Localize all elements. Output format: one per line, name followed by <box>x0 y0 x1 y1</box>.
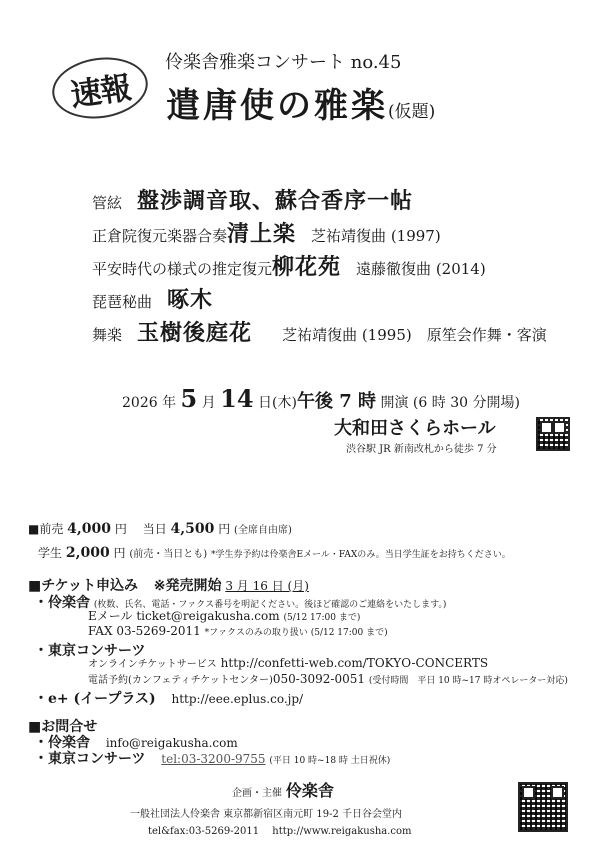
online-row <box>88 655 488 670</box>
email-row <box>88 607 360 624</box>
start-label: 開演 <box>380 395 409 411</box>
price-row <box>28 520 292 537</box>
program-note: 芝祐靖復曲 (1997) <box>311 227 441 245</box>
fax-label: FAX <box>88 624 113 638</box>
inquiry-tel-link[interactable]: tel:03-3200-9755 <box>161 752 266 766</box>
phone-label: 電話予約(カンフェティチケットセンター) <box>88 675 273 686</box>
phone-number[interactable]: 050-3092-0051 <box>272 672 365 686</box>
inquiry-hours: (平日 10 時~18 時 土日祝休) <box>269 756 391 766</box>
concert-series: 伶楽舎雅楽コンサート no.45 <box>165 52 402 73</box>
tokyo-concerts-label: ・東京コンサーツ <box>34 643 146 659</box>
fax-note: *ファクスのみの取り扱い (5/12 17:00 まで) <box>204 628 388 638</box>
program-piece: 玉樹後庭花 <box>137 320 253 346</box>
inquiry-heading: ■お問合せ <box>28 719 98 735</box>
advance-label: ■前売 <box>28 522 64 536</box>
eplus-link[interactable]: http://eee.eplus.co.jp/ <box>171 692 304 706</box>
inquiry-reigakusha-label: ・伶楽舎 <box>34 735 90 751</box>
reigakusha-label: ・伶楽舎 <box>34 595 90 611</box>
organizer-address: 一般社団法人伶楽舎 東京都新宿区南元町 19-2 千日谷会堂内 <box>130 809 403 820</box>
footer-telfax: tel&fax:03-5269-2011 <box>148 826 260 837</box>
venue-qr-code[interactable] <box>536 417 570 451</box>
online-label: オンラインチケットサービス <box>88 659 217 670</box>
program-prefix: 正倉院復元楽器合奏 <box>92 227 228 245</box>
date-month: 5 <box>180 384 198 413</box>
title-text: 遣唐使の雅楽 <box>166 86 388 126</box>
program-prefix: 琵琶秘曲 <box>92 293 153 311</box>
date-month-unit: 月 <box>201 395 216 411</box>
program-item <box>92 250 486 281</box>
inquiry-email-link[interactable]: info@reigakusha.com <box>105 736 238 750</box>
student-note: (前売・当日とも) <box>129 549 208 560</box>
eplus-label: ・e+ (イープラス) <box>34 691 156 707</box>
venue-name: 大和田さくらホール <box>334 418 496 439</box>
fax-row <box>88 624 388 638</box>
program-item <box>92 184 413 215</box>
organizer-label: 企画・主催 <box>232 788 282 799</box>
door-price: 4,500 <box>170 521 215 537</box>
ticket-fax-number[interactable]: 03-5269-2011 <box>116 624 201 638</box>
footer-contact <box>148 822 412 837</box>
inquiry-tokyo-label: ・東京コンサーツ <box>34 751 146 767</box>
seating-note: (全席自由席) <box>234 525 292 536</box>
program-piece: 清上楽 <box>227 221 297 247</box>
organizer-row <box>232 778 334 801</box>
program-prefix: 管絃 <box>92 194 123 212</box>
student-label: 学生 <box>38 546 63 560</box>
organizer-name: 伶楽舎 <box>285 781 334 800</box>
program-item <box>92 283 213 314</box>
program-note: 芝祐靖復曲 (1995) 原笙会作舞・客演 <box>282 326 547 344</box>
website-qr-code[interactable] <box>518 782 568 832</box>
eplus-row <box>34 688 303 708</box>
venue-access: 渋谷駅 JR 新南改札から徒歩 7 分 <box>346 444 497 455</box>
reigakusha-ticket-note: (枚数、氏名、電話・ファクス番号を明記ください。後ほど確認のご連絡をいたします。) <box>93 600 447 610</box>
date-year: 2026 年 <box>122 395 177 411</box>
date-day: 14 <box>220 384 254 413</box>
program-piece: 啄木 <box>167 287 214 313</box>
student-price-row <box>38 544 511 561</box>
yen-unit: 円 <box>114 522 127 536</box>
program-piece: 柳花苑 <box>272 254 342 280</box>
title-note: (仮題) <box>388 102 436 122</box>
breaking-news-stamp: 速報 <box>48 52 151 125</box>
program-item <box>92 316 547 347</box>
student-price: 2,000 <box>65 545 110 561</box>
online-ticket-link[interactable]: http://confetti-web.com/TOKYO-CONCERTS <box>220 656 489 670</box>
phone-row <box>88 671 568 686</box>
tickets-heading: ■チケット申込み <box>28 578 138 594</box>
advance-price: 4,000 <box>67 521 112 537</box>
concert-title <box>166 78 435 127</box>
ticket-email-link[interactable]: ticket@reigakusha.com <box>136 609 280 623</box>
yen-unit: 円 <box>113 546 126 560</box>
inquiry-tokyo-row <box>34 748 390 768</box>
date-day-unit: 日(木) <box>258 395 297 411</box>
program-piece: 盤渉調音取、蘇合香序一帖 <box>137 188 414 214</box>
student-extra-note: *学生券予約は伶楽舎Eメール・FAXのみ。当日学生証をお持ちください。 <box>211 550 511 560</box>
release-date: 3 月 16 日 (月) <box>225 579 309 593</box>
email-label: Eメール <box>88 609 133 623</box>
program-prefix: 舞楽 <box>92 326 123 344</box>
door-label: 当日 <box>142 522 167 536</box>
program-item <box>92 217 441 248</box>
phone-hours: (受付時間 平日 10 時~17 時オペレーター対応) <box>368 676 568 686</box>
program-prefix: 平安時代の様式の推定復元 <box>92 260 273 278</box>
doors-open: (6 時 30 分開場) <box>412 395 520 411</box>
program-note: 遠藤徹復曲 (2014) <box>356 260 486 278</box>
email-deadline: (5/12 17:00 まで) <box>283 613 361 623</box>
yen-unit: 円 <box>218 522 231 536</box>
start-time: 午後 7 時 <box>296 391 377 412</box>
release-label: ※発売開始 <box>153 578 222 594</box>
event-date <box>122 384 520 413</box>
footer-website-link[interactable]: http://www.reigakusha.com <box>272 826 412 837</box>
